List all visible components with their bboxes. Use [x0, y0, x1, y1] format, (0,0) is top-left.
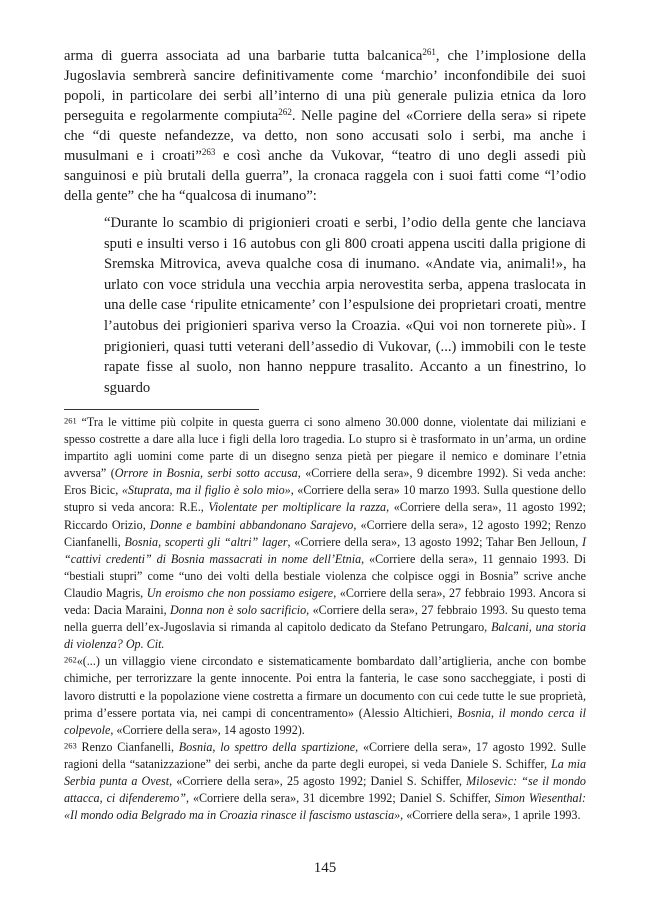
footnote-261: $^{261}$ “Tra le vittime più colpite in questa guerra ci sono almeno 30.000 donne, violentate dai miliziani e spesso costrette a dare alla luce i figli della loro tragedia. Lo stupro si è trasformato in un’arma, un ordine impartito agli uomini come parte di un disegno senza pietà per piegare il nemico e dominare l’etnia avversa” (Orrore in Bosnia, serbi sotto accusa, «Corriere della sera», 9 dicembre 1992). Si veda anche: Eros Bicic, «Stuprata, ma il figlio è solo mio», «Corriere della sera» 10 marzo 1993. Sulla questione dello stupro si veda ancora: R.E., Violentate per moltiplicare la razza, «Corriere della sera», 11 agosto 1992; Riccardo Orizio, Donne e bambini abbandonano Sarajevo, «Corriere della sera», 12 agosto 1992; Renzo Cianfanelli, Bosnia, scoperti gli “altri” lager, «Corriere della sera», 13 agosto 1992; Tahar Ben Jelloun, I “cattivi credenti” di Bosnia massacrati in nome dell’Etnia, «Corriere della sera», 11 gennaio 1993. Di “bestiali stupri” come “uno dei volti della bestiale violenza che colpisce oggi in Bosnia” scrive anche Claudio Magris, Un eroismo che non possiamo esigere, «Corriere della sera», 27 febbraio 1993. Ancora si veda: Dacia Maraini, Donna non è solo sacrificio, «Corriere della sera», 27 febbraio 1993. Su questo tema nella guerra dell’ex-Jugoslavia si rimanda al capitolo dedicato da Stefano Petrungaro, Balcani, una storia di violenza? Op. Cit. — [64, 415, 587, 652]
footnote-number: 262 — [64, 654, 77, 665]
block-quote: “Durante lo scambio di prigionieri croati e serbi, l’odio della gente che lanciava sputi e insulti verso i 16 autobus con gli 800 croati appena usciti dalla prigione di Sremska Mitrovica, aveva qualche cosa di inumano. «Andate via, animali!», ha urlato con voce stridula una vecchia arpia nerovestita serba, appena traslocata in una delle case ‘ripulite etnicamente’ con l’espulsione dei proprietari croati, mentre l’autobus dei prigionieri spariva verso la Croazia. «Qui voi non tornerete più». I prigionieri, quasi tutti veterani dell’assedio di Vukovar, (...) immobili con le teste rapate fisse al suolo, non hanno neppure trasalito. Accanto a un finestrino, lo sguardo — [104, 215, 586, 396]
footnote-ref-263[interactable]: 263 — [201, 147, 216, 158]
footnote-262: $^{262}$«(...) un villaggio viene circondato e sistematicamente bombardato dall’artiglieria, anche con bombe chimiche, per terrorizzare la gente innocente. Poi entra la fanteria, le case sono saccheggiate, i posti di lavoro distrutti e la popolazione viene costretta a firmare un documento con cui cede tutte le sue proprietà, prima d’essere portata via, nei campi di concentramento» (Alessio Altichieri, Bosnia, il mondo cerca il colpevole, «Corriere della sera», 14 agosto 1992). — [64, 654, 587, 737]
page-number: 145 — [313, 860, 337, 876]
footnote-separator — [64, 409, 259, 410]
footnote-number: 261 — [64, 415, 77, 426]
footnote-number: 263 — [64, 740, 77, 751]
footnote-263: $^{263}$ Renzo Cianfanelli, Bosnia, lo spettro della spartizione, «Corriere della sera», 17 agosto 1992. Sulle ragioni della “satanizzazione” dei serbi, anche da parte degli europei, si veda Daniele S. Schiffer, La mia Serbia punta a Ovest, «Corriere della sera», 25 agosto 1992; Daniel S. Schiffer, Milosevic: “se il mondo attacca, ci difenderemo”, «Corriere della sera», 31 dicembre 1992; Daniel S. Schiffer, Simon Wiesenthal: «Il mondo odia Belgrado ma in Croazia rinasce il fascismo ustascia», «Corriere della sera», 1 aprile 1993. — [64, 739, 586, 823]
footnote-ref-262[interactable]: 262 — [278, 107, 292, 118]
footnotes — [64, 414, 586, 824]
body-paragraph: arma di guerra associata ad una barbarie tutta balcanica$^{261}$, che l’implosione della Jugoslavia sembrerà sancire definitivamente come ‘marchio’ inconfondibile dei suoi popoli, in particolare dei serbi all’interno di una più generale pulizia etnica da loro perseguita e regolarmente compiuta$^{262}$. Nelle pagine del «Corriere della sera» si ripete che “di queste nefandezze, va detto, non sono accusati solo i serbi, ma anche i musulmani e i croati”$^{263}$ e così anche da Vukovar, “teatro di uno degli assedi più sanguinosi e più brutali della guerra”, la cronaca raggela con i suoi fatti come “l’odio della gente” che ha “qualcosa di inumano”: — [64, 47, 586, 204]
footnote-ref-261[interactable]: 261 — [422, 47, 436, 58]
